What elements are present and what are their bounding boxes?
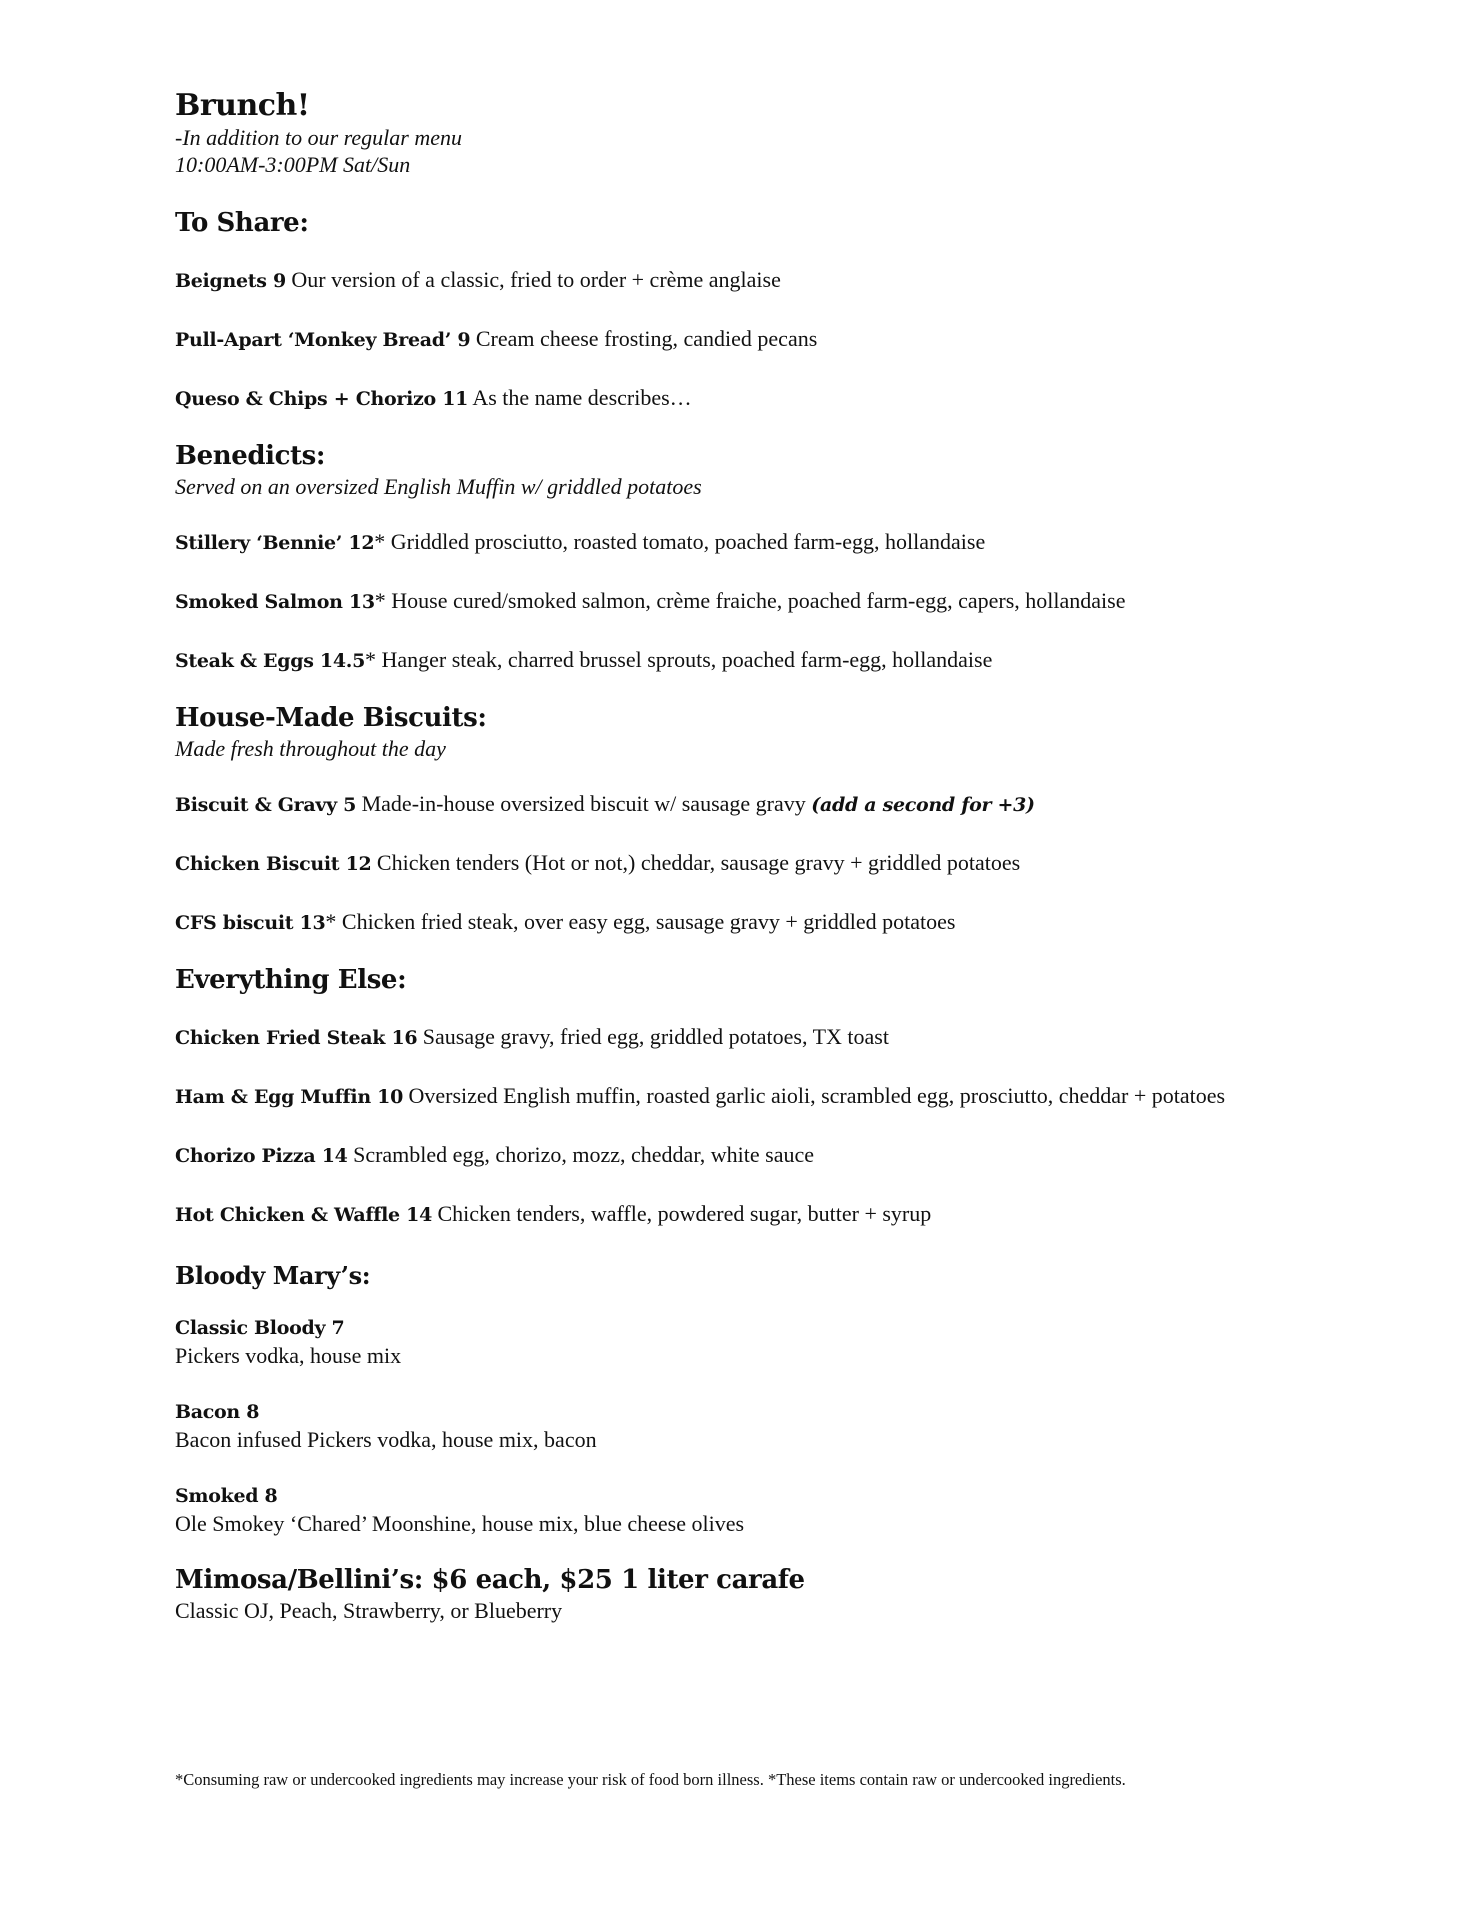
menu-item [175, 528, 1455, 557]
item-description: Oversized English muffin, roasted garlic aioli, scrambled egg, prosciutto, cheddar + potatoes [403, 1083, 1226, 1108]
section-benedicts [175, 439, 1455, 675]
menu-subtitle-note: -In addition to our regular menu [175, 125, 462, 150]
item-name: Hot Chicken & Waffle 14 [175, 1204, 432, 1226]
section-everything-else [175, 963, 1455, 1229]
item-description: Bacon infused Pickers vodka, house mix, bacon [175, 1427, 597, 1452]
section-title: Mimosa/Bellini’s: $6 each, $25 1 liter carafe [175, 1565, 805, 1595]
drink-item [175, 1315, 1455, 1369]
item-name: Bacon 8 [175, 1401, 260, 1423]
section-title: Everything Else: [175, 965, 407, 995]
item-name: Classic Bloody 7 [175, 1317, 345, 1339]
item-description: * Chicken fried steak, over easy egg, sausage gravy + griddled potatoes [325, 909, 956, 934]
item-name: Biscuit & Gravy 5 [175, 794, 357, 816]
section-title: Bloody Mary’s: [175, 1261, 371, 1290]
menu-item [175, 1200, 1455, 1229]
item-description: Classic OJ, Peach, Strawberry, or Blueberry [175, 1598, 563, 1623]
food-safety-footnote: *Consuming raw or undercooked ingredients may increase your risk of food born illness. *These items contain raw or undercooked ingredients. [175, 1770, 1126, 1789]
menu-item [175, 587, 1455, 616]
item-description: * Hanger steak, charred brussel sprouts, poached farm-egg, hollandaise [364, 647, 993, 672]
item-name: Ham & Egg Muffin 10 [175, 1086, 403, 1108]
menu-item [175, 1141, 1455, 1170]
section-title: Benedicts: [175, 441, 326, 471]
item-description: Ole Smokey ‘Chared’ Moonshine, house mix, blue cheese olives [175, 1511, 745, 1536]
item-description: Chicken tenders, waffle, powdered sugar, butter + syrup [432, 1201, 932, 1226]
item-description: Sausage gravy, fried egg, griddled potatoes, TX toast [417, 1024, 889, 1049]
item-description: Scrambled egg, chorizo, mozz, cheddar, white sauce [347, 1142, 815, 1167]
menu-title: Brunch! [175, 88, 310, 123]
menu-item [175, 266, 1455, 295]
item-name: Pull-Apart ‘Monkey Bread’ 9 [175, 329, 471, 351]
section-title: House-Made Biscuits: [175, 703, 487, 733]
item-name: Smoked 8 [175, 1485, 278, 1507]
section-note: Served on an oversized English Muffin w/ griddled potatoes [175, 474, 702, 499]
item-name: Smoked Salmon 13 [175, 591, 375, 613]
item-description: * Griddled prosciutto, roasted tomato, poached farm-egg, hollandaise [374, 529, 986, 554]
item-name: Stillery ‘Bennie’ 12 [175, 532, 375, 554]
section-note: Made fresh throughout the day [175, 736, 446, 761]
item-description: Chicken tenders (Hot or not,) cheddar, sausage gravy + griddled potatoes [371, 850, 1021, 875]
item-description: Our version of a classic, fried to order + crème anglaise [285, 267, 781, 292]
item-description: * House cured/smoked salmon, crème fraiche, poached farm-egg, capers, hollandaise [374, 588, 1126, 613]
item-description: Cream cheese frosting, candied pecans [470, 326, 818, 351]
item-name: Chorizo Pizza 14 [175, 1145, 348, 1167]
item-name: Chicken Fried Steak 16 [175, 1027, 418, 1049]
item-description: Made-in-house oversized biscuit w/ sausage gravy [356, 791, 812, 816]
menu-item [175, 325, 1455, 354]
item-name: CFS biscuit 13 [175, 912, 326, 934]
item-addon-note: (add a second for +3) [811, 794, 1035, 816]
section-mimosa [175, 1563, 1455, 1625]
menu-item [175, 790, 1455, 819]
menu-hours: 10:00AM-3:00PM Sat/Sun [175, 152, 411, 177]
item-name: Chicken Biscuit 12 [175, 853, 372, 875]
section-biscuits [175, 701, 1455, 937]
item-name: Steak & Eggs 14.5 [175, 650, 365, 672]
drink-item [175, 1483, 1455, 1537]
menu-item [175, 908, 1455, 937]
item-name: Beignets 9 [175, 270, 286, 292]
menu-item [175, 646, 1455, 675]
section-bloody-marys [175, 1259, 1455, 1537]
menu-item [175, 1023, 1455, 1052]
item-description: As the name describes… [468, 385, 692, 410]
menu-item [175, 849, 1455, 878]
menu-item [175, 1082, 1455, 1111]
menu-item [175, 384, 1455, 413]
section-to-share [175, 206, 1455, 413]
section-title: To Share: [175, 208, 309, 238]
menu-page [175, 88, 1455, 1625]
item-name: Queso & Chips + Chorizo 11 [175, 388, 469, 410]
drink-item [175, 1399, 1455, 1453]
item-description: Pickers vodka, house mix [175, 1343, 402, 1368]
